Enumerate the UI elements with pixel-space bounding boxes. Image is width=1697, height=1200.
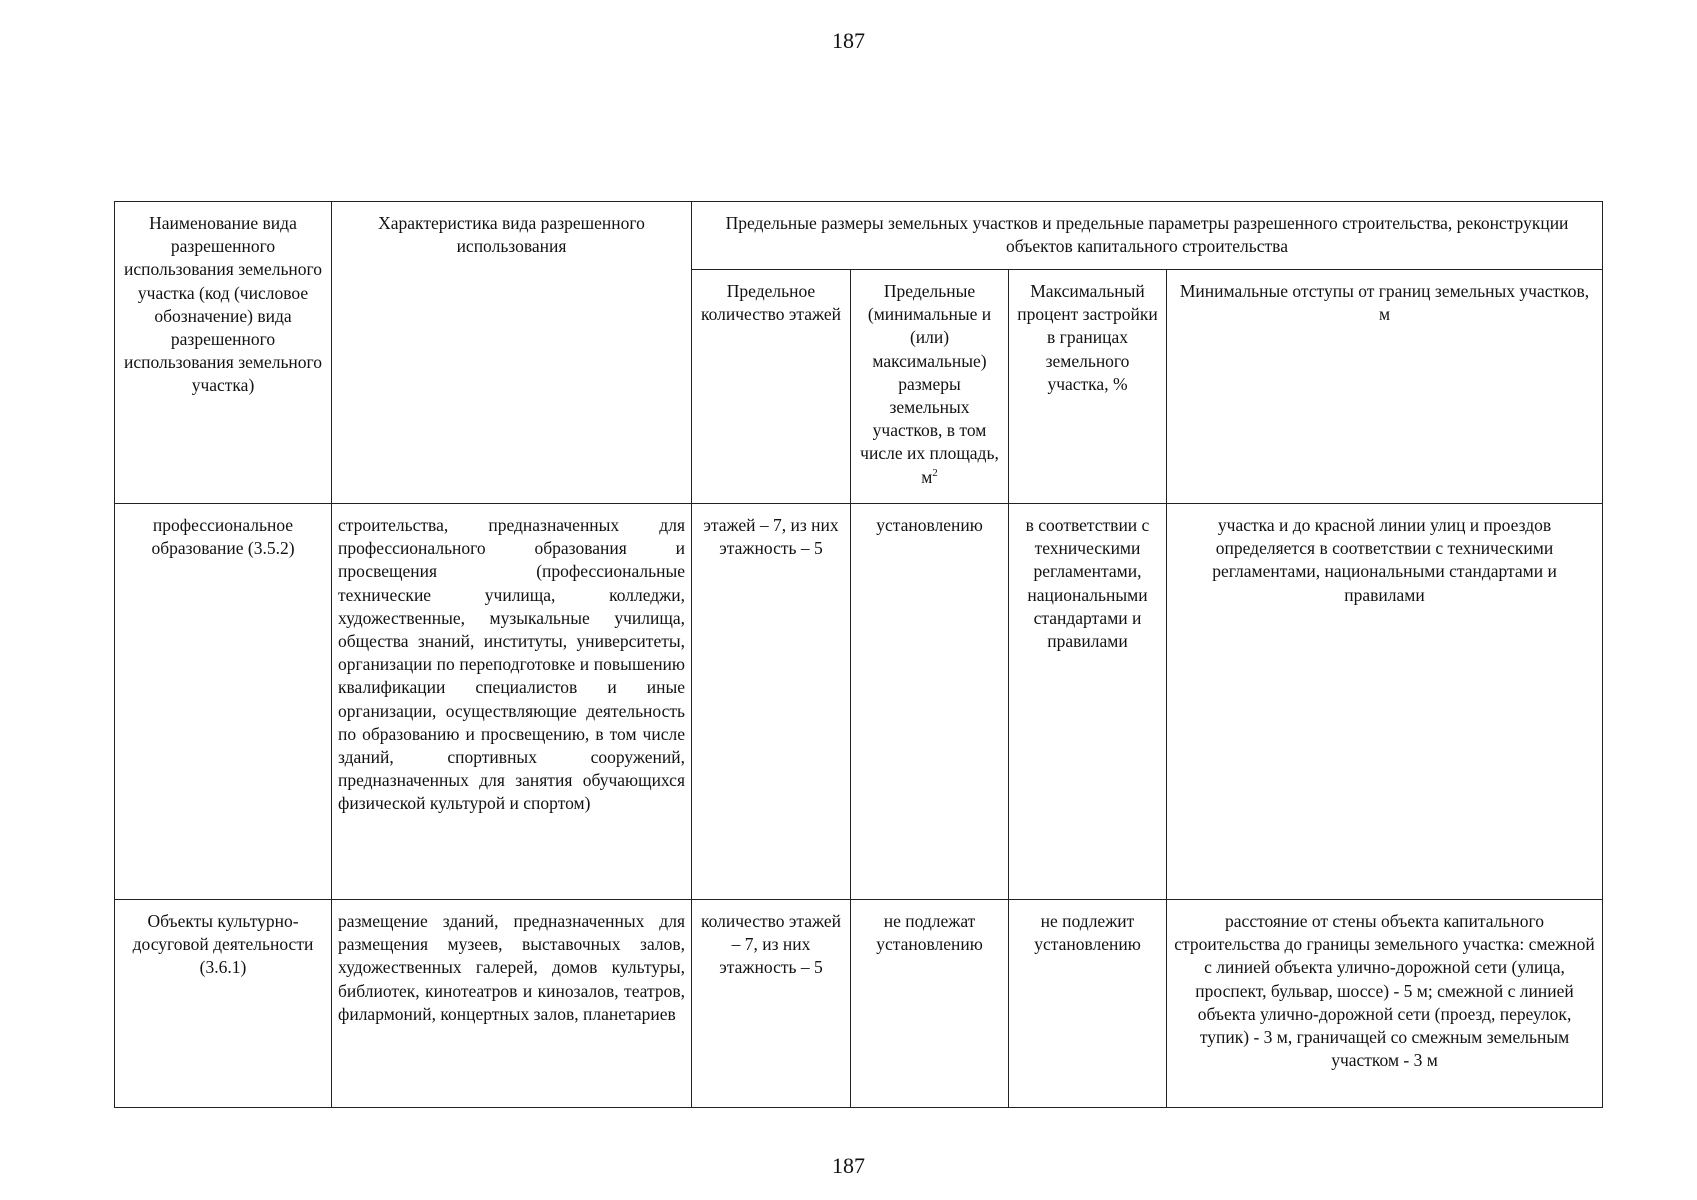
header-max-floors: Предельное количество этажей bbox=[692, 270, 851, 504]
header-use-name: Наименование вида разрешенного использования земельного участка (код (числовое обозначение) вида разрешенного использования земельного участка) bbox=[115, 202, 332, 504]
table-row bbox=[115, 504, 1603, 900]
header-plot-size-text: Предельные (минимальные и (или) максимальные) размеры земельных участков, в том числе их площадь, м bbox=[860, 281, 999, 487]
page-number-bottom: 187 bbox=[832, 1153, 865, 1178]
table-row bbox=[115, 900, 1603, 1108]
row-plot-size: не подлежат установлению bbox=[851, 900, 1009, 1108]
header-max-coverage: Максимальный процент застройки в границах земельного участка, % bbox=[1009, 270, 1167, 504]
row-description: строительства, предназначенных для профессионального образования и просвещения (профессиональные технические училища, колледжи, художественные, музыкальные училища, общества знаний, институты, университеты, организации по переподготовке и повышению квалификации специалистов и иные организации, осуществляющие деятельность по образованию и просвещению, в том числе зданий, спортивных сооружений, предназначенных для занятия обучающихся физической культурой и спортом) bbox=[332, 504, 692, 900]
zoning-table bbox=[114, 201, 1603, 1108]
row-plot-size: установлению bbox=[851, 504, 1009, 900]
header-min-setbacks: Минимальные отступы от границ земельных участков, м bbox=[1167, 270, 1603, 504]
row-floors: количество этажей – 7, из них этажность – 5 bbox=[692, 900, 851, 1108]
header-row bbox=[115, 202, 1603, 270]
row-coverage: не подлежит установлению bbox=[1009, 900, 1167, 1108]
row-setbacks: расстояние от стены объекта капитального строительства до границы земельного участка: смежной с линией объекта улично-дорожной сети (улица, проспект, бульвар, шоссе) - 5 м; смежной с линией объекта улично-дорожной сети (проезд, переулок, тупик) - 3 м, граничащей со смежным земельным участком - 3 м bbox=[1167, 900, 1603, 1108]
row-coverage: в соответствии с техническими регламентами, национальными стандартами и правилами bbox=[1009, 504, 1167, 900]
header-plot-size-superscript: 2 bbox=[932, 466, 938, 479]
header-use-characteristic: Характеристика вида разрешенного использования bbox=[332, 202, 692, 504]
header-plot-size bbox=[851, 270, 1009, 504]
row-description: размещение зданий, предназначенных для размещения музеев, выставочных залов, художественных галерей, домов культуры, библиотек, кинотеатров и кинозалов, театров, филармоний, концертных залов, планетариев bbox=[332, 900, 692, 1108]
row-floors: этажей – 7, из них этажность – 5 bbox=[692, 504, 851, 900]
header-limits-group: Предельные размеры земельных участков и предельные параметры разрешенного строительства, реконструкции объектов капитального строительства bbox=[692, 202, 1603, 270]
row-setbacks: участка и до красной линии улиц и проездов определяется в соответствии с техническими регламентами, национальными стандартами и правилами bbox=[1167, 504, 1603, 900]
row-use-name: профессиональное образование (3.5.2) bbox=[115, 504, 332, 900]
row-use-name: Объекты культурно-досуговой деятельности (3.6.1) bbox=[115, 900, 332, 1108]
page-number-top: 187 bbox=[832, 28, 865, 53]
